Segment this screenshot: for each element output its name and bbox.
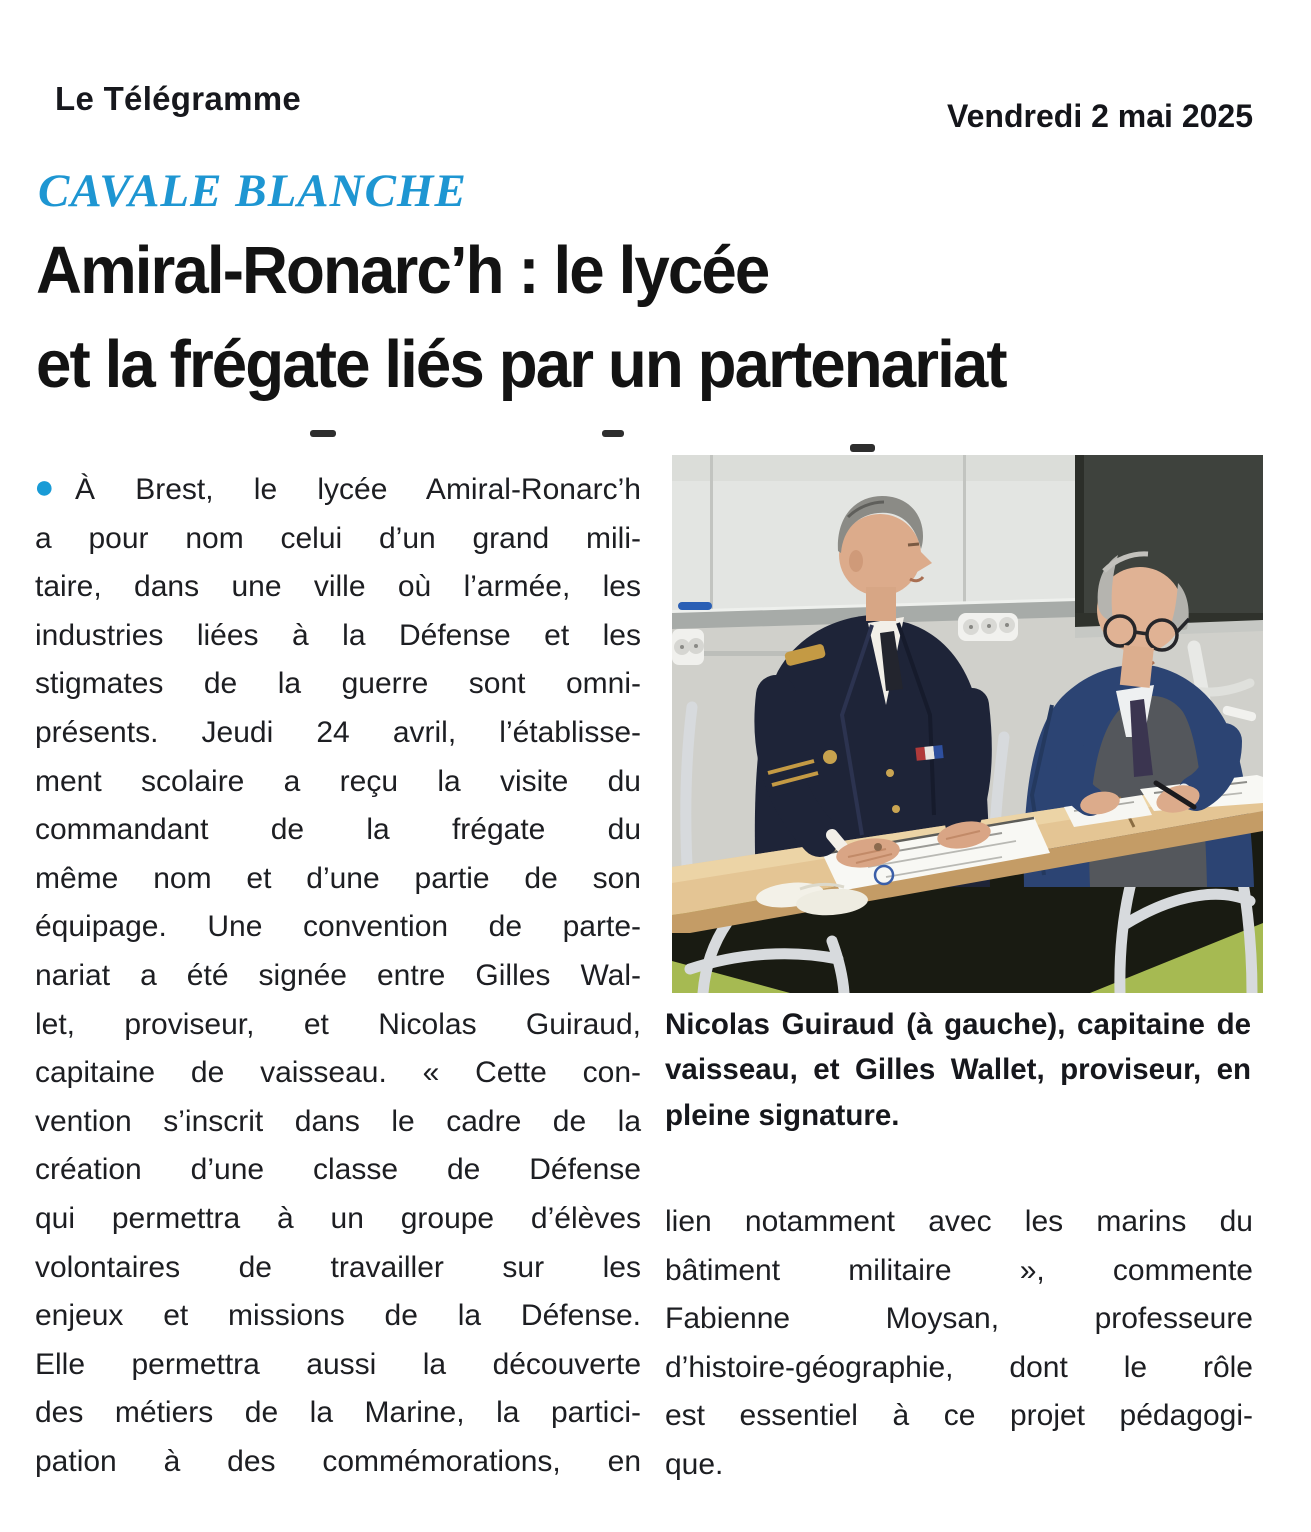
body-text-line: Fabienne Moysan, professeure [665, 1302, 1253, 1336]
power-outlet-left [672, 629, 704, 665]
caption-line: Nicolas Guiraud (à gauche), capitaine de [665, 1008, 1251, 1041]
body-text-line: taire, dans une ville où l’armée, les [35, 570, 641, 604]
body-text-line: Elle permettra aussi la découverte [35, 1347, 641, 1381]
body-text-line: présents. Jeudi 24 avril, l’établisse- [35, 715, 641, 749]
body-text-line: a pour nom celui d’un grand mili- [35, 521, 641, 555]
body-text-line: industries liées à la Défense et les [35, 618, 641, 652]
body-text-line: À Brest, le lycée Amiral-Ronarc’h [75, 473, 641, 506]
body-text-line: qui permettra à un groupe d’élèves [35, 1201, 641, 1235]
body-text-line: vention s’inscrit dans le cadre de la [35, 1104, 641, 1138]
article-left-column [35, 466, 641, 1486]
body-text-line: nariat a été signée entre Gilles Wal- [35, 958, 641, 992]
article-headline [36, 224, 1006, 412]
marker-pen [678, 602, 712, 610]
body-text-line: d’histoire-géographie, dont le rôle [665, 1350, 1253, 1384]
body-text-line: stigmates de la guerre sont omni- [35, 667, 641, 701]
caption-line: pleine signature. [665, 1098, 900, 1132]
crop-artifact [602, 430, 624, 437]
crop-artifact [310, 430, 336, 437]
body-text-line: bâtiment militaire », commente [665, 1253, 1253, 1287]
article-photo [672, 455, 1263, 993]
body-text-line: même nom et d’une partie de son [35, 861, 641, 895]
lead-bullet-icon: ● [34, 468, 55, 506]
body-text-line: enjeux et missions de la Défense. [35, 1299, 641, 1333]
body-text-line: que. [665, 1447, 724, 1481]
headline-line: Amiral-Ronarc’h : le lycée [36, 233, 769, 308]
headline-line: et la frégate liés par un partenariat [36, 327, 1006, 402]
body-text-line: let, proviseur, et Nicolas Guiraud, [35, 1007, 641, 1041]
body-text-line: pation à des commémorations, en [35, 1444, 641, 1478]
body-text-line: commandant de la frégate du [35, 813, 641, 847]
masthead-date: Vendredi 2 mai 2025 [947, 98, 1253, 134]
body-text-line: capitaine de vaisseau. « Cette con- [35, 1056, 641, 1090]
article-right-column [665, 1198, 1253, 1490]
body-text-line: volontaires de travailler sur les [35, 1250, 641, 1284]
body-text-line: est essentiel à ce projet pédagogi- [665, 1399, 1253, 1433]
body-text-line: équipage. Une convention de parte- [35, 910, 641, 944]
caption-line: vaisseau, et Gilles Wallet, proviseur, en [665, 1053, 1251, 1087]
power-outlet-cluster [958, 613, 1018, 641]
article-kicker: CAVALE BLANCHE [38, 165, 467, 217]
body-text-line: lien notamment avec les marins du [665, 1205, 1253, 1238]
photo-caption [665, 1002, 1251, 1138]
body-text-line: création d’une classe de Défense [35, 1153, 641, 1187]
body-text-line: des métiers de la Marine, la partici- [35, 1396, 641, 1430]
masthead-brand: Le Télégramme [55, 80, 302, 117]
body-text-line: ment scolaire a reçu la visite du [35, 764, 641, 798]
crop-artifact [850, 444, 875, 452]
